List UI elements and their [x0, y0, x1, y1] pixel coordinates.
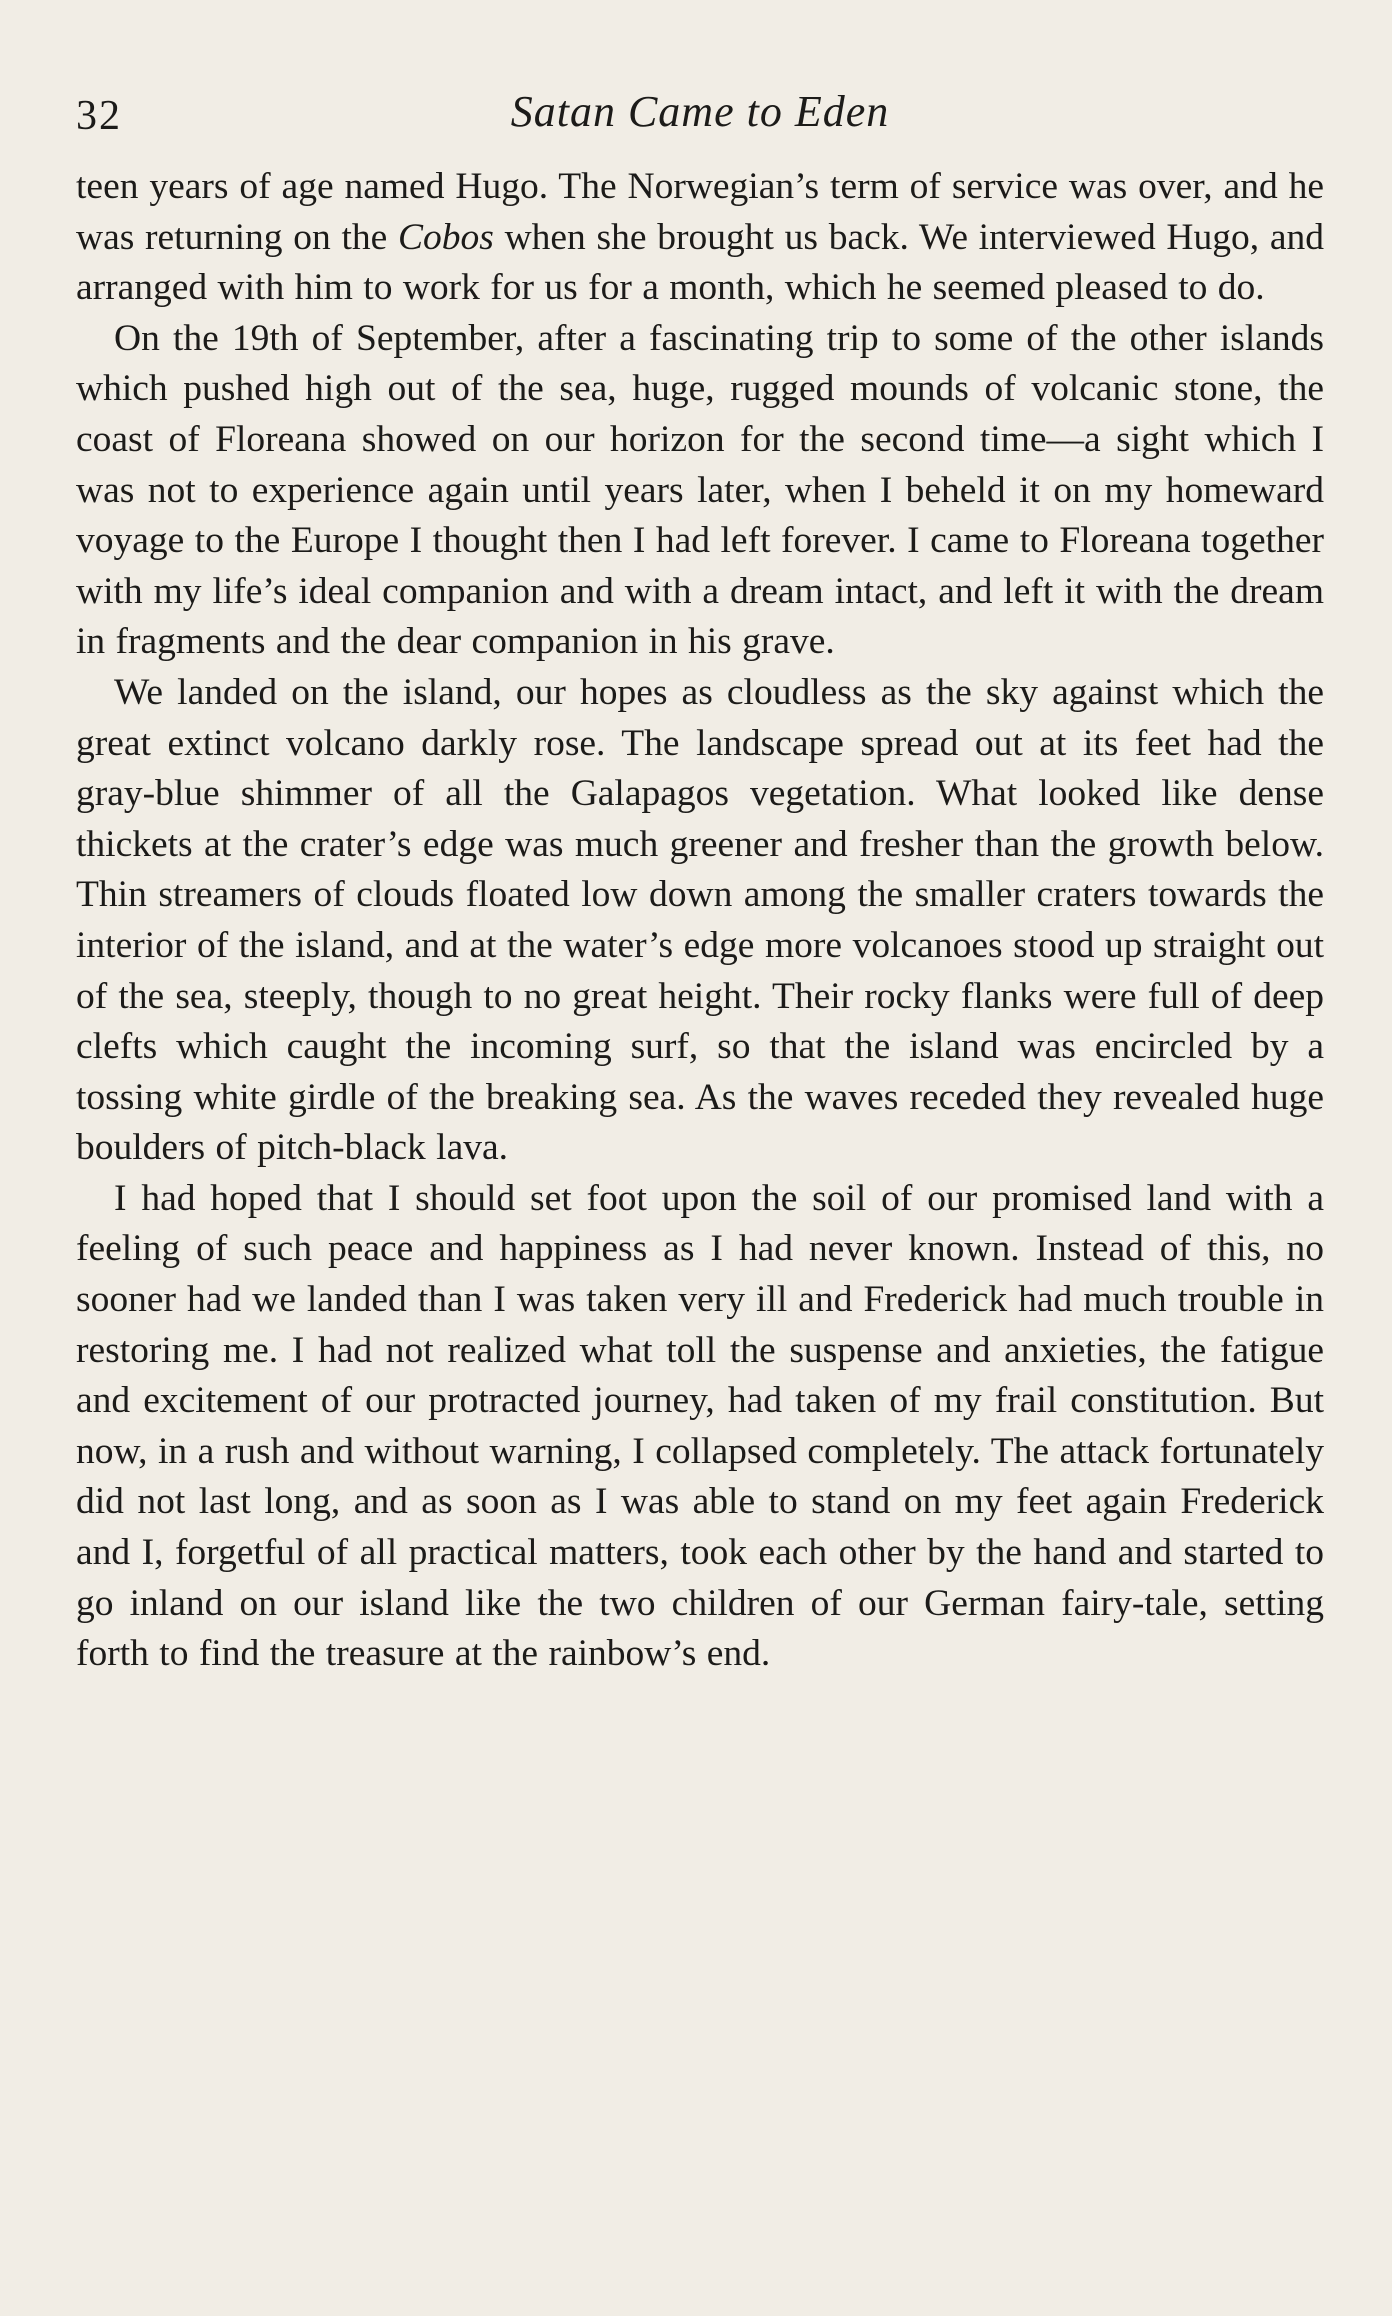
paragraph-text: when she brought us back. We interviewed Hugo, and arranged with him to work for us for a month, which he seemed pleased to do. [76, 216, 1324, 309]
running-head [76, 86, 1324, 150]
paragraph-text: On the 19th of September, after a fascinating trip to some of the other islands which pushed high out of the sea, huge, rugged mounds of volcanic stone, the coast of Floreana showed on our horizon for the second time—a sight which I was not to experience again until years later, when I beheld it on my homeward voyage to the Europe I thought then I had left forever. I came to Floreana together with my life’s ideal companion and with a dream intact, and left it with the dream in fragments and the dear companion in his grave. [76, 317, 1324, 663]
paragraph [76, 668, 1324, 1174]
paragraph [76, 314, 1324, 668]
paragraph-text: We landed on the island, our hopes as cloudless as the sky against which the great extinct volcano darkly rose. The landscape spread out at its feet had the gray-blue shimmer of all the Galapagos vegetation. What looked like dense thickets at the crater’s edge was much greener and fresher than the growth below. Thin streamers of clouds floated low down among the smaller craters towards the interior of the island, and at the water’s edge more volcanoes stood up straight out of the sea, steeply, though to no great height. Their rocky flanks were full of deep clefts which caught the incoming surf, so that the island was encircled by a tossing white girdle of the breaking sea. As the waves receded they revealed huge boulders of pitch-black lava. [76, 671, 1324, 1169]
page-number: 32 [76, 93, 122, 139]
paragraph [76, 162, 1324, 314]
paragraph-text: I had hoped that I should set foot upon the soil of our promised land with a feeling of such peace and happiness as I had never known. Instead of this, no sooner had we landed than I was taken very ill and Frederick had much trouble in restoring me. I had not realized what toll the suspense and anxieties, the fatigue and excitement of our protracted journey, had taken of my frail constitution. But now, in a rush and without warning, I collapsed completely. The attack fortunately did not last long, and as soon as I was able to stand on my feet again Frederick and I, forgetful of all practical matters, took each other by the hand and started to go inland on our island like the two children of our German fairy-tale, setting forth to find the treasure at the rainbow’s end. [76, 1177, 1324, 1675]
ship-name-italic: Cobos [398, 216, 494, 258]
running-title: Satan Came to Eden [510, 87, 890, 136]
body-text [76, 162, 1324, 1680]
paragraph-text: teen years of age named Hugo. The Norwegian’s term of service was over, and he was returning on the [76, 166, 1324, 258]
paragraph [76, 1174, 1324, 1680]
